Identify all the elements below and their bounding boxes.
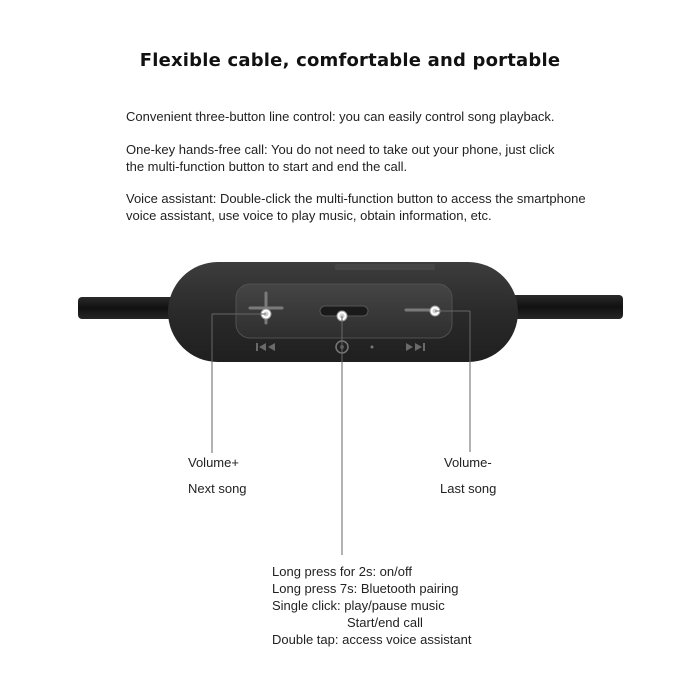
multifunction-line-4: Start/end call: [347, 615, 423, 630]
feature-voice-assistant-text-1: Voice assistant: Double-click the multi-function button to access the smartphone: [126, 191, 586, 206]
feature-voice-assistant-text-2: voice assistant, use voice to play music, obtain information, etc.: [126, 208, 492, 223]
multifunction-line-3: Single click: play/pause music: [272, 598, 445, 613]
label-last-song: Last song: [440, 481, 497, 496]
label-volume-plus: Volume+: [188, 455, 239, 470]
label-next-song: Next song: [188, 481, 247, 496]
multifunction-line-2: Long press 7s: Bluetooth pairing: [272, 581, 459, 596]
feature-hands-free-text-2: the multi-function button to start and end the call.: [126, 159, 408, 174]
cable-right: [505, 295, 623, 319]
multifunction-line-5: Double tap: access voice assistant: [272, 632, 472, 647]
feature-line-control-text: Convenient three-button line control: you can easily control song playback.: [126, 109, 555, 124]
page-title: Flexible cable, comfortable and portable: [139, 50, 561, 71]
multifunction-line-1: Long press for 2s: on/off: [272, 564, 412, 579]
multifunction-description: [272, 563, 471, 648]
label-volume-minus: Volume-: [444, 455, 492, 470]
feature-hands-free-text-1: One-key hands-free call: You do not need to take out your phone, just click: [126, 142, 555, 157]
